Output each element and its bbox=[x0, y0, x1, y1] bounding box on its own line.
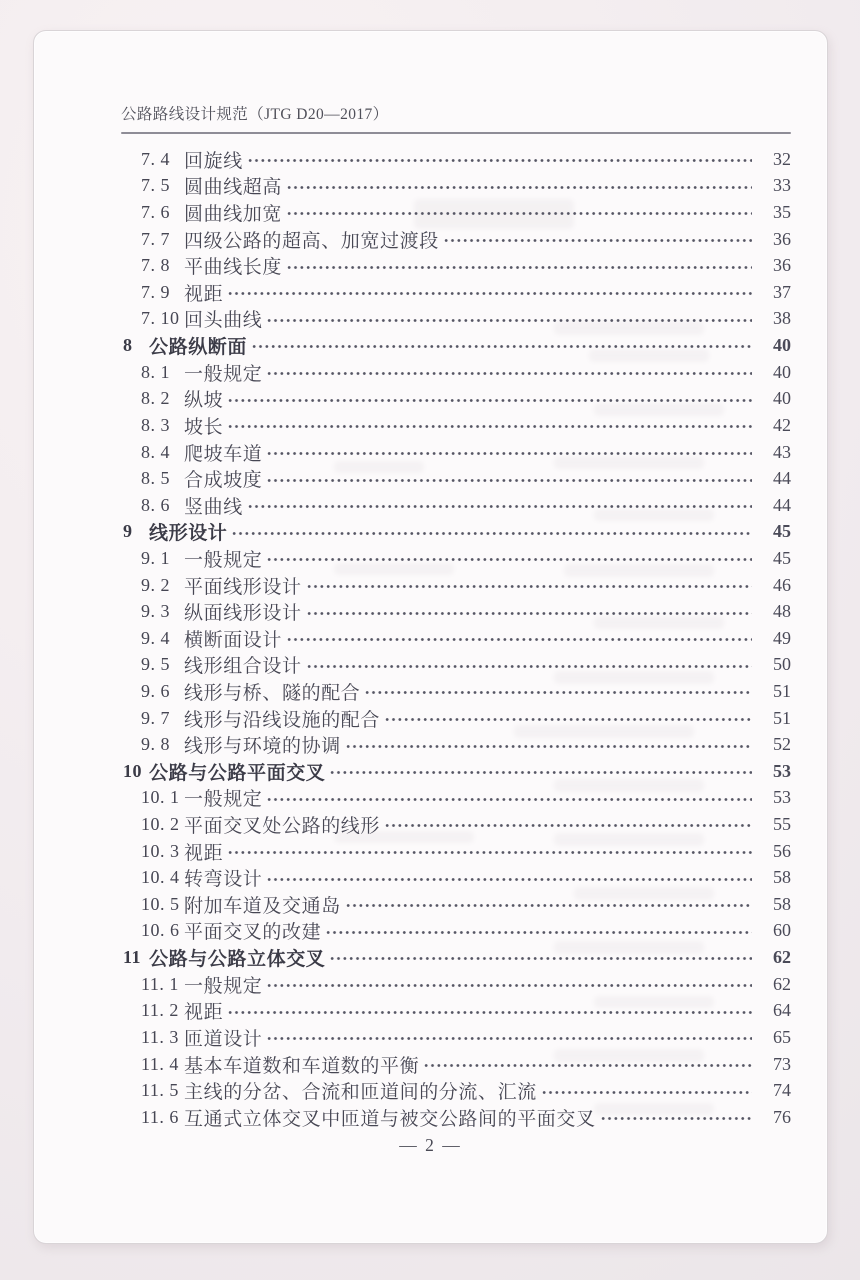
page-number: — 2 — bbox=[399, 1135, 462, 1155]
toc-entry-page: 62 bbox=[773, 947, 791, 968]
toc-entry-title: 一般规定 bbox=[184, 549, 263, 571]
toc-entry-title: 圆曲线超高 bbox=[184, 177, 283, 199]
toc-entry-number: 9. 6 bbox=[141, 680, 170, 701]
toc-entry-title: 视距 bbox=[184, 283, 224, 305]
toc-entry-number: 8. 1 bbox=[141, 361, 170, 382]
toc-entry-9-6 bbox=[121, 678, 791, 705]
toc-entry-page: 37 bbox=[773, 281, 791, 302]
toc-entry-number: 8. 5 bbox=[141, 468, 170, 489]
toc-entry-8-3 bbox=[121, 412, 791, 439]
toc-dot-leader bbox=[344, 731, 752, 758]
toc-entry-title: 公路与公路平面交叉 bbox=[149, 762, 326, 784]
toc-entry-number: 7. 4 bbox=[141, 148, 170, 169]
toc-entry-page: 73 bbox=[773, 1053, 791, 1074]
toc-entry-title: 视距 bbox=[184, 842, 224, 864]
toc-entry-number: 10 bbox=[123, 760, 142, 781]
toc-entry-number: 10. 5 bbox=[141, 893, 180, 914]
toc-entry-number: 8. 6 bbox=[141, 494, 170, 515]
toc-entry-number: 8. 3 bbox=[141, 414, 170, 435]
toc-entry-11-4 bbox=[121, 1051, 791, 1078]
toc-entry-7-8 bbox=[121, 252, 791, 279]
toc-entry-number: 8 bbox=[123, 335, 133, 356]
toc-dot-leader bbox=[305, 652, 752, 679]
toc-dot-leader bbox=[328, 944, 752, 971]
toc-entry-page: 74 bbox=[773, 1080, 791, 1101]
toc-dot-leader bbox=[230, 519, 752, 546]
toc-dot-leader bbox=[265, 359, 752, 386]
toc-entry-page: 58 bbox=[773, 893, 791, 914]
toc-entry-title: 竖曲线 bbox=[184, 496, 243, 518]
toc-entry-8 bbox=[121, 332, 791, 359]
toc-entry-title: 匝道设计 bbox=[184, 1028, 263, 1050]
toc-entry-page: 53 bbox=[773, 760, 791, 781]
document-page bbox=[33, 30, 828, 1244]
toc-entry-page: 49 bbox=[773, 627, 791, 648]
toc-entry-page: 50 bbox=[773, 654, 791, 675]
toc-entry-title: 回头曲线 bbox=[184, 310, 263, 332]
toc-entry-title: 平面线形设计 bbox=[184, 576, 302, 598]
toc-entry-number: 10. 2 bbox=[141, 814, 180, 835]
toc-entry-page: 42 bbox=[773, 414, 791, 435]
toc-entry-title: 基本车道数和车道数的平衡 bbox=[184, 1055, 420, 1077]
toc-entry-number: 11. 5 bbox=[141, 1080, 179, 1101]
toc-entry-10-6 bbox=[121, 918, 791, 945]
toc-entry-page: 48 bbox=[773, 601, 791, 622]
toc-entry-page: 40 bbox=[773, 388, 791, 409]
toc-entry-number: 7. 7 bbox=[141, 228, 170, 249]
toc-entry-9-3 bbox=[121, 598, 791, 625]
toc-entry-page: 53 bbox=[773, 787, 791, 808]
toc-entry-title: 回旋线 bbox=[184, 150, 243, 172]
toc-dot-leader bbox=[246, 146, 752, 173]
toc-entry-title: 线形设计 bbox=[149, 523, 228, 545]
toc-entry-number: 11 bbox=[123, 947, 142, 968]
toc-dot-leader bbox=[265, 545, 752, 572]
toc-entry-title: 公路与公路立体交叉 bbox=[149, 949, 326, 971]
table-of-contents bbox=[121, 146, 791, 1131]
toc-dot-leader bbox=[599, 1104, 752, 1131]
toc-dot-leader bbox=[540, 1077, 752, 1104]
toc-entry-number: 10. 3 bbox=[141, 840, 180, 861]
toc-dot-leader bbox=[324, 918, 752, 945]
toc-entry-10-2 bbox=[121, 811, 791, 838]
toc-entry-title: 纵面线形设计 bbox=[184, 603, 302, 625]
toc-entry-title: 一般规定 bbox=[184, 789, 263, 811]
toc-entry-page: 62 bbox=[773, 973, 791, 994]
toc-dot-leader bbox=[226, 279, 752, 306]
toc-dot-leader bbox=[305, 572, 752, 599]
toc-entry-title: 横断面设计 bbox=[184, 629, 283, 651]
toc-dot-leader bbox=[226, 385, 752, 412]
toc-entry-title: 平曲线长度 bbox=[184, 257, 283, 279]
toc-entry-10-3 bbox=[121, 838, 791, 865]
toc-entry-title: 线形与沿线设施的配合 bbox=[184, 709, 381, 731]
toc-entry-page: 51 bbox=[773, 707, 791, 728]
toc-entry-title: 爬坡车道 bbox=[184, 443, 263, 465]
toc-entry-11-6 bbox=[121, 1104, 791, 1131]
toc-entry-number: 7. 10 bbox=[141, 308, 180, 329]
toc-entry-page: 44 bbox=[773, 468, 791, 489]
toc-dot-leader bbox=[383, 811, 752, 838]
toc-entry-number: 9. 7 bbox=[141, 707, 170, 728]
toc-entry-number: 7. 8 bbox=[141, 255, 170, 276]
toc-entry-title: 一般规定 bbox=[184, 975, 263, 997]
toc-entry-8-1 bbox=[121, 359, 791, 386]
toc-entry-11-2 bbox=[121, 998, 791, 1025]
toc-entry-10-4 bbox=[121, 864, 791, 891]
toc-dot-leader bbox=[285, 625, 752, 652]
toc-entry-page: 64 bbox=[773, 1000, 791, 1021]
toc-dot-leader bbox=[285, 199, 752, 226]
toc-entry-title: 纵坡 bbox=[184, 390, 224, 412]
toc-entry-8-5 bbox=[121, 465, 791, 492]
toc-dot-leader bbox=[265, 306, 752, 333]
toc-entry-page: 65 bbox=[773, 1026, 791, 1047]
toc-entry-title: 互通式立体交叉中匝道与被交公路间的平面交叉 bbox=[184, 1108, 596, 1130]
toc-entry-number: 11. 2 bbox=[141, 1000, 179, 1021]
toc-entry-number: 10. 4 bbox=[141, 867, 180, 888]
toc-entry-page: 35 bbox=[773, 202, 791, 223]
toc-dot-leader bbox=[265, 864, 752, 891]
toc-entry-11-1 bbox=[121, 971, 791, 998]
toc-entry-title: 线形与环境的协调 bbox=[184, 736, 341, 758]
toc-entry-8-4 bbox=[121, 439, 791, 466]
toc-entry-title: 视距 bbox=[184, 1002, 224, 1024]
toc-entry-number: 11. 3 bbox=[141, 1026, 179, 1047]
toc-entry-number: 7. 9 bbox=[141, 281, 170, 302]
toc-entry-page: 40 bbox=[773, 335, 791, 356]
toc-entry-number: 9. 8 bbox=[141, 734, 170, 755]
toc-entry-number: 10. 6 bbox=[141, 920, 180, 941]
page-footer bbox=[34, 1135, 827, 1156]
toc-entry-number: 7. 6 bbox=[141, 202, 170, 223]
toc-dot-leader bbox=[265, 971, 752, 998]
header-rule bbox=[121, 132, 791, 134]
toc-entry-11-5 bbox=[121, 1077, 791, 1104]
toc-entry-page: 60 bbox=[773, 920, 791, 941]
toc-entry-title: 坡长 bbox=[184, 416, 224, 438]
toc-entry-number: 7. 5 bbox=[141, 175, 170, 196]
toc-entry-page: 55 bbox=[773, 814, 791, 835]
toc-entry-number: 8. 4 bbox=[141, 441, 170, 462]
toc-dot-leader bbox=[265, 465, 752, 492]
toc-dot-leader bbox=[285, 173, 752, 200]
toc-dot-leader bbox=[226, 412, 752, 439]
toc-entry-page: 32 bbox=[773, 148, 791, 169]
toc-dot-leader bbox=[344, 891, 752, 918]
toc-dot-leader bbox=[250, 332, 752, 359]
toc-entry-number: 9. 1 bbox=[141, 547, 170, 568]
toc-dot-leader bbox=[422, 1051, 752, 1078]
toc-entry-page: 40 bbox=[773, 361, 791, 382]
toc-entry-title: 一般规定 bbox=[184, 363, 263, 385]
toc-entry-10 bbox=[121, 758, 791, 785]
toc-entry-number: 9. 5 bbox=[141, 654, 170, 675]
toc-entry-title: 线形组合设计 bbox=[184, 656, 302, 678]
toc-entry-7-4 bbox=[121, 146, 791, 173]
toc-entry-page: 52 bbox=[773, 734, 791, 755]
toc-entry-title: 转弯设计 bbox=[184, 869, 263, 891]
toc-entry-number: 9. 3 bbox=[141, 601, 170, 622]
toc-entry-7-9 bbox=[121, 279, 791, 306]
toc-entry-9-7 bbox=[121, 705, 791, 732]
toc-dot-leader bbox=[305, 598, 752, 625]
toc-entry-page: 33 bbox=[773, 175, 791, 196]
toc-entry-7-10 bbox=[121, 306, 791, 333]
toc-entry-9-2 bbox=[121, 572, 791, 599]
toc-entry-11-3 bbox=[121, 1024, 791, 1051]
toc-dot-leader bbox=[265, 785, 752, 812]
toc-entry-10-5 bbox=[121, 891, 791, 918]
toc-entry-7-7 bbox=[121, 226, 791, 253]
toc-dot-leader bbox=[285, 252, 752, 279]
toc-entry-page: 51 bbox=[773, 680, 791, 701]
toc-dot-leader bbox=[246, 492, 752, 519]
toc-entry-page: 56 bbox=[773, 840, 791, 861]
toc-entry-9-5 bbox=[121, 652, 791, 679]
running-header-title: 公路路线设计规范（JTG D20—2017） bbox=[121, 106, 389, 123]
toc-entry-number: 9. 4 bbox=[141, 627, 170, 648]
toc-entry-10-1 bbox=[121, 785, 791, 812]
toc-entry-page: 58 bbox=[773, 867, 791, 888]
toc-entry-page: 36 bbox=[773, 255, 791, 276]
toc-entry-8-6 bbox=[121, 492, 791, 519]
toc-entry-number: 10. 1 bbox=[141, 787, 180, 808]
toc-entry-number: 11. 1 bbox=[141, 973, 179, 994]
toc-entry-title: 平面交叉的改建 bbox=[184, 922, 322, 944]
toc-dot-leader bbox=[442, 226, 752, 253]
toc-entry-page: 45 bbox=[773, 547, 791, 568]
toc-entry-number: 9. 2 bbox=[141, 574, 170, 595]
toc-entry-title: 主线的分岔、合流和匝道间的分流、汇流 bbox=[184, 1082, 537, 1104]
toc-entry-page: 76 bbox=[773, 1106, 791, 1127]
toc-dot-leader bbox=[328, 758, 752, 785]
toc-entry-9 bbox=[121, 519, 791, 546]
toc-entry-8-2 bbox=[121, 385, 791, 412]
toc-entry-title: 线形与桥、隧的配合 bbox=[184, 683, 361, 704]
toc-entry-title: 附加车道及交通岛 bbox=[184, 895, 341, 917]
toc-dot-leader bbox=[265, 1024, 752, 1051]
toc-dot-leader bbox=[383, 705, 752, 732]
toc-entry-title: 四级公路的超高、加宽过渡段 bbox=[184, 230, 439, 252]
toc-entry-title: 合成坡度 bbox=[184, 470, 263, 492]
toc-entry-7-6 bbox=[121, 199, 791, 226]
toc-entry-11 bbox=[121, 944, 791, 971]
toc-entry-page: 36 bbox=[773, 228, 791, 249]
toc-entry-9-4 bbox=[121, 625, 791, 652]
toc-entry-page: 38 bbox=[773, 308, 791, 329]
toc-entry-7-5 bbox=[121, 173, 791, 200]
toc-entry-page: 44 bbox=[773, 494, 791, 515]
toc-dot-leader bbox=[226, 838, 752, 865]
toc-dot-leader bbox=[363, 678, 752, 705]
toc-entry-number: 11. 4 bbox=[141, 1053, 179, 1074]
running-header bbox=[121, 105, 791, 134]
toc-dot-leader bbox=[226, 998, 752, 1025]
toc-entry-number: 8. 2 bbox=[141, 388, 170, 409]
toc-entry-9-1 bbox=[121, 545, 791, 572]
toc-entry-page: 43 bbox=[773, 441, 791, 462]
toc-dot-leader bbox=[265, 439, 752, 466]
toc-entry-title: 公路纵断面 bbox=[149, 337, 248, 359]
toc-entry-page: 45 bbox=[773, 521, 791, 542]
toc-entry-9-8 bbox=[121, 731, 791, 758]
toc-entry-number: 9 bbox=[123, 521, 133, 542]
toc-entry-page: 46 bbox=[773, 574, 791, 595]
toc-entry-title: 平面交叉处公路的线形 bbox=[184, 816, 381, 838]
toc-entry-title: 圆曲线加宽 bbox=[184, 204, 283, 226]
toc-entry-number: 11. 6 bbox=[141, 1106, 179, 1127]
